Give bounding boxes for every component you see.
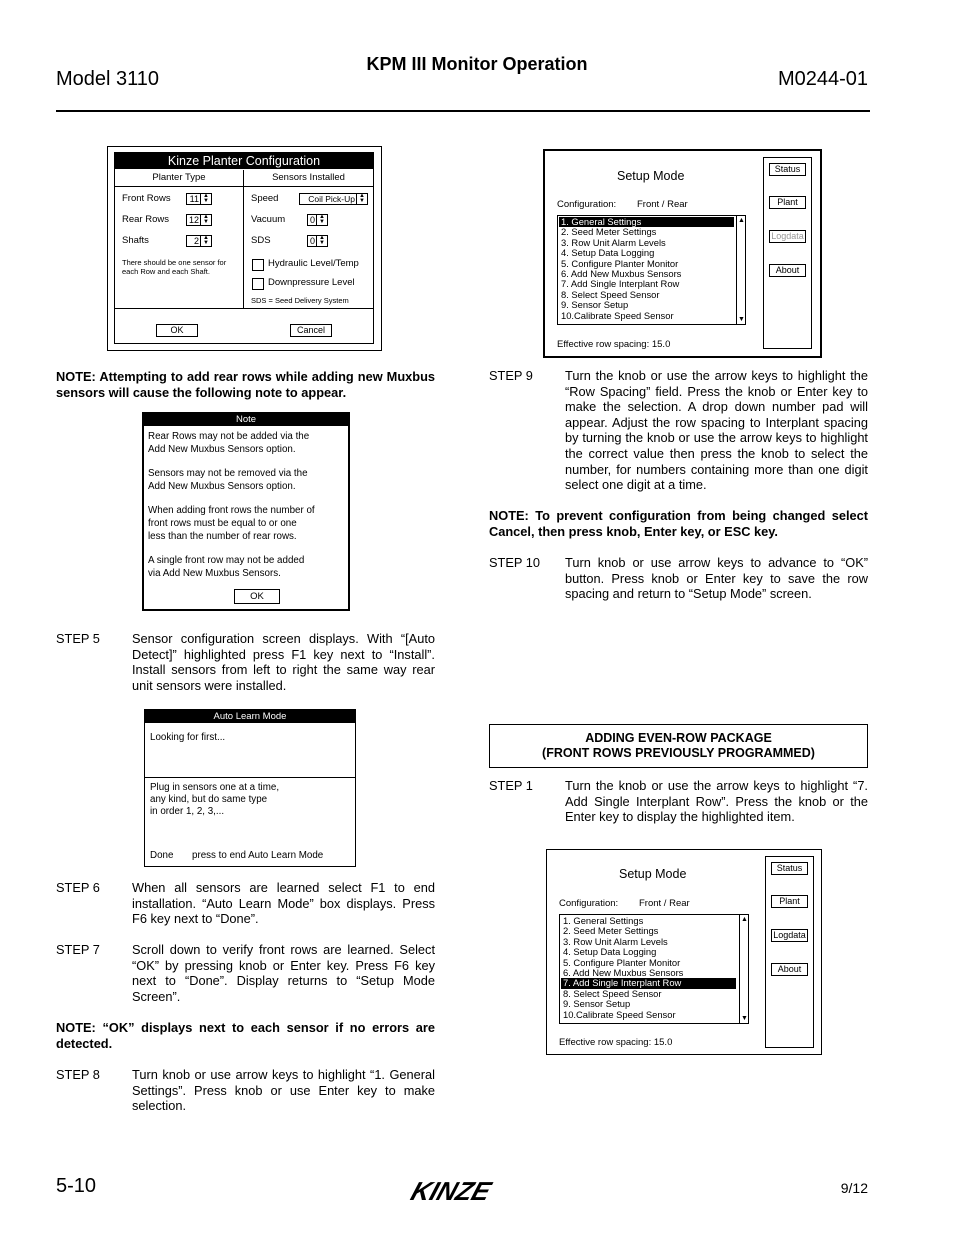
step-5-text: Sensor configuration screen displays. With “[Auto Detect]” highlighted press F1 key next to “Install”. Install sensors from left to right the same way rear unit sensors were installed.	[132, 631, 435, 693]
text-line: When adding front rows the number of	[148, 505, 315, 517]
vacuum-label: Vacuum	[251, 214, 286, 225]
configuration-label: Configuration:	[557, 199, 617, 210]
front-rows-label: Front Rows	[122, 193, 171, 204]
auto-learn-title: Auto Learn Mode	[145, 710, 355, 723]
side-button-about[interactable]: About	[769, 264, 806, 277]
setup-menu-item[interactable]: 3. Row Unit Alarm Levels	[563, 935, 668, 947]
side-button-panel	[765, 856, 814, 1048]
side-button-logdata[interactable]: Logdata	[771, 929, 808, 942]
configuration-value: Front / Rear	[639, 898, 690, 909]
side-button-plant[interactable]: Plant	[771, 895, 808, 908]
text-line: Sensors may not be removed via the	[148, 468, 308, 480]
shafts-value: 2	[193, 236, 199, 246]
auto-learn-instructions	[150, 782, 279, 819]
planter-config-figure	[107, 146, 382, 351]
text-line	[148, 456, 315, 468]
section-heading-line2: (FRONT ROWS PREVIOUSLY PROGRAMMED)	[542, 746, 815, 760]
setup-menu-item[interactable]: 2. Seed Meter Settings	[563, 925, 659, 937]
step-5	[56, 631, 435, 695]
speed-label: Speed	[251, 193, 279, 204]
stepper-arrows-icon: ▲ ▼	[316, 215, 327, 225]
setup-menu-item[interactable]: 7. Add Single Interplant Row	[561, 278, 680, 290]
side-button-status[interactable]: Status	[769, 163, 806, 176]
note-ok-display: NOTE: “OK” displays next to each sensor if no errors are detected.	[56, 1020, 435, 1051]
configuration-label: Configuration:	[559, 898, 619, 909]
setup-menu-item[interactable]: 7. Add Single Interplant Row	[561, 978, 736, 988]
setup-menu-item[interactable]: 6. Add New Muxbus Sensors	[561, 268, 682, 279]
section-heading-line1: ADDING EVEN-ROW PACKAGE	[585, 731, 772, 745]
side-button-logdata[interactable]: Logdata	[769, 230, 806, 243]
setup-mode-screen-1	[543, 149, 822, 358]
footer-divider	[115, 308, 373, 309]
step-8	[56, 1067, 435, 1115]
text-line: Add New Muxbus Sensors option.	[148, 443, 296, 455]
step-9-text: Turn the knob or use the arrow keys to highlight the “Row Spacing” field. Press the knob or Enter key to make the selection. A drop down number pad will appear. Adjust the row spacing to Interplant spacing by turning the knob or use the arrow keys to highlight the correct value then press the knob to select the number, for numbers containing more than one digit select one digit at a time.	[565, 368, 868, 493]
row-spacing-field[interactable]: Effective row spacing: 15.0	[557, 339, 671, 350]
speed-select[interactable]	[299, 193, 368, 205]
setup-menu-item[interactable]: 8. Select Speed Sensor	[563, 987, 662, 999]
text-line: any kind, but do same type	[150, 794, 268, 806]
rear-rows-value: 12	[188, 215, 199, 225]
note-ok-button[interactable]: OK	[234, 589, 280, 604]
step-8-label: STEP 8	[56, 1067, 100, 1082]
auto-learn-looking: Looking for first...	[150, 732, 226, 743]
step-9-label: STEP 9	[489, 368, 533, 383]
planter-type-header: Planter Type	[152, 172, 206, 183]
row-spacing-field[interactable]: Effective row spacing: 15.0	[559, 1037, 673, 1048]
setup-menu-item[interactable]: 10.Calibrate Speed Sensor	[561, 309, 674, 321]
revision-date: 9/12	[840, 1180, 868, 1196]
step-1	[489, 778, 868, 826]
step-9	[489, 368, 868, 494]
rear-rows-label: Rear Rows	[122, 214, 169, 225]
side-button-status[interactable]: Status	[771, 862, 808, 875]
text-line: Rear Rows may not be added via the	[148, 431, 310, 442]
sds-label: SDS	[251, 235, 271, 246]
setup-menu-item[interactable]: 5. Configure Planter Monitor	[563, 956, 681, 968]
stepper-arrows-icon: ▲ ▼	[200, 236, 211, 246]
configuration-value: Front / Rear	[637, 199, 688, 210]
note-dialog	[142, 412, 350, 611]
setup-menu-item[interactable]: 9. Sensor Setup	[561, 299, 629, 311]
stepper-arrows-icon: ▲ ▼	[200, 215, 211, 225]
text-line: front rows must be equal to or one	[148, 517, 297, 529]
scroll-down-icon[interactable]: ▼	[741, 1015, 748, 1022]
header-title: KPM III Monitor Operation	[366, 54, 588, 74]
setup-menu-item[interactable]: 3. Row Unit Alarm Levels	[561, 236, 666, 248]
setup-menu-item[interactable]: 8. Select Speed Sensor	[561, 288, 660, 300]
text-line: via Add New Muxbus Sensors.	[148, 567, 281, 579]
step-10-label: STEP 10	[489, 555, 540, 570]
side-button-about[interactable]: About	[771, 963, 808, 976]
text-line	[148, 493, 315, 505]
setup-menu-item[interactable]: 1. General Settings	[563, 915, 644, 926]
front-rows-value: 11	[189, 194, 199, 204]
text-line: Plug in sensors one at a time,	[150, 782, 280, 793]
step-10-text: Turn knob or use arrow keys to advance to “OK” button. Press knob or Enter key to save the row spacing and return to “Setup Mode” screen.	[565, 555, 868, 602]
scroll-down-icon[interactable]: ▼	[738, 316, 745, 323]
setup-menu-item[interactable]: 9. Sensor Setup	[563, 998, 631, 1010]
menu-scrollbar[interactable]	[736, 216, 746, 324]
setup-mode-screen-2	[546, 849, 822, 1055]
sds-stepper[interactable]	[307, 235, 328, 247]
text-line	[148, 543, 315, 555]
auto-learn-done-label[interactable]: Done	[150, 850, 174, 861]
step-5-label: STEP 5	[56, 631, 100, 646]
text-line: A single front row may not be added	[148, 555, 305, 567]
sensors-installed-header: Sensors Installed	[272, 172, 345, 183]
step-6-text: When all sensors are learned select F1 to end installation. “Auto Learn Mode” box displays. Press F6 key next to “Done”.	[132, 880, 435, 927]
stepper-arrows-icon: ▲ ▼	[356, 194, 367, 204]
planter-config-dialog	[114, 152, 374, 344]
note-dialog-title: Note	[144, 414, 348, 426]
stepper-arrows-icon: ▲ ▼	[200, 194, 211, 204]
stepper-arrows-icon: ▲ ▼	[316, 236, 327, 246]
scroll-up-icon[interactable]: ▲	[741, 916, 748, 923]
config-ok-button[interactable]: OK	[156, 324, 198, 337]
setup-menu-item[interactable]: 4. Setup Data Logging	[561, 247, 655, 259]
step-1-label: STEP 1	[489, 778, 533, 793]
shafts-label: Shafts	[122, 235, 149, 246]
downpressure-label: Downpressure Level	[268, 277, 355, 288]
setup-menu-list	[557, 215, 746, 325]
setup-menu-list	[559, 914, 749, 1024]
step-8-text: Turn knob or use arrow keys to highlight “1. General Settings”. Press knob or use Enter key to make selection.	[132, 1067, 435, 1114]
setup-menu-item[interactable]: 4. Setup Data Logging	[563, 946, 657, 958]
step-6	[56, 880, 435, 928]
vacuum-stepper[interactable]	[307, 214, 328, 226]
front-rows-stepper[interactable]	[186, 193, 212, 205]
note-dialog-body	[148, 431, 315, 580]
sds-value: 0	[309, 236, 315, 246]
shafts-stepper[interactable]	[186, 235, 212, 247]
step-7	[56, 942, 435, 1006]
sensor-note: There should be one sensor for each Row and each Shaft.	[122, 258, 227, 276]
step-1-text: Turn the knob or use the arrow keys to highlight “7. Add Single Interplant Row”. Press the knob or the Enter key to display the highlighted item.	[565, 778, 868, 825]
setup-menu-item[interactable]: 2. Seed Meter Settings	[561, 226, 657, 238]
kinze-logo	[405, 1176, 523, 1206]
setup-menu-item[interactable]: 5. Configure Planter Monitor	[561, 257, 679, 269]
config-cancel-button[interactable]: Cancel	[290, 324, 332, 337]
text-line: in order 1, 2, 3,...	[150, 806, 225, 818]
setup-mode-title: Setup Mode	[619, 867, 687, 881]
setup-menu-item[interactable]: 1. General Settings	[559, 217, 734, 227]
side-button-panel	[763, 157, 812, 349]
speed-value: Coil Pick-Up	[308, 194, 355, 204]
note-rear-rows: NOTE: Attempting to add rear rows while adding new Muxbus sensors will cause the following note to appear.	[56, 369, 435, 400]
setup-mode-title: Setup Mode	[617, 169, 685, 183]
page-number: 5-10	[56, 1175, 97, 1197]
scroll-up-icon[interactable]: ▲	[738, 217, 745, 224]
setup-menu-item[interactable]: 6. Add New Muxbus Sensors	[563, 967, 684, 978]
setup-menu-item[interactable]: 10.Calibrate Speed Sensor	[563, 1008, 676, 1020]
auto-learn-done-text: press to end Auto Learn Mode	[192, 850, 324, 861]
menu-scrollbar[interactable]	[739, 915, 749, 1023]
hydraulic-label: Hydraulic Level/Temp	[268, 258, 359, 269]
column-divider	[243, 170, 244, 308]
auto-learn-dialog	[144, 709, 356, 867]
section-heading-box	[489, 724, 868, 768]
step-7-text: Scroll down to verify front rows are learned. Select “OK” by pressing knob or Enter key. Press F6 key next to “Done”. Display returns to “Setup Mode Screen”.	[132, 942, 435, 1004]
header-manual-number: M0244-01	[777, 68, 868, 90]
text-line: Add New Muxbus Sensors option.	[148, 480, 296, 492]
downpressure-checkbox[interactable]	[252, 278, 264, 290]
header-rule	[56, 110, 870, 112]
step-10	[489, 555, 868, 603]
planter-config-title: Kinze Planter Configuration	[115, 153, 373, 169]
vacuum-value: 0	[309, 215, 315, 225]
auto-learn-divider	[145, 777, 355, 778]
header-model: Model 3110	[56, 68, 160, 90]
sds-definition: SDS = Seed Delivery System	[251, 296, 349, 305]
side-button-plant[interactable]: Plant	[769, 196, 806, 209]
logo-text: KINZE	[407, 1176, 495, 1206]
step-6-label: STEP 6	[56, 880, 100, 895]
header-divider	[115, 186, 373, 187]
note-prevent-change: NOTE: To prevent configuration from being changed select Cancel, then press knob, Enter key, or ESC key.	[489, 508, 868, 539]
step-7-label: STEP 7	[56, 942, 100, 957]
rear-rows-stepper[interactable]	[186, 214, 212, 226]
kinze-logo-icon	[405, 1176, 523, 1206]
hydraulic-checkbox[interactable]	[252, 259, 264, 271]
text-line: less than the number of rear rows.	[148, 530, 297, 542]
